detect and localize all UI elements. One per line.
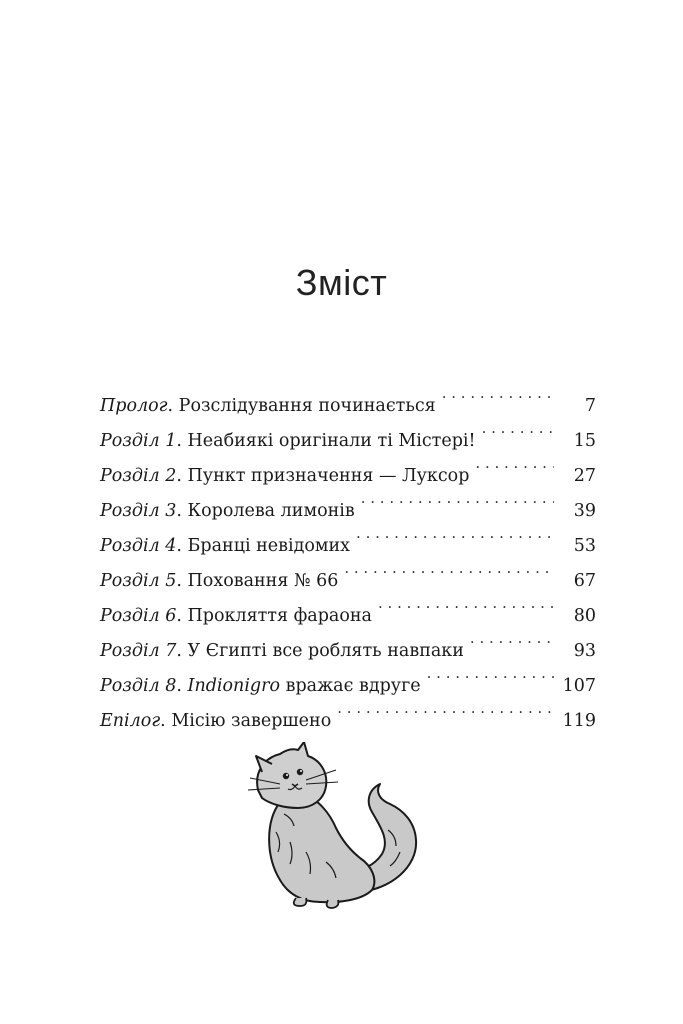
toc-leader-dots — [470, 621, 554, 656]
toc-entry-prefix: Розділ 8 — [100, 676, 177, 696]
toc-leader-dots — [361, 481, 554, 516]
toc-entry-prefix: Пролог — [100, 396, 168, 416]
toc-entry-page: 27 — [573, 466, 596, 486]
toc-entry-title: У Єгипті все роблять навпаки — [187, 641, 464, 661]
toc-entry-title: Королева лимонів — [187, 501, 355, 521]
toc-entry-label: Розділ 1. Неабиякі оригінали ті Містері! — [100, 431, 476, 451]
page-title: Зміст — [295, 262, 388, 303]
toc-entry-title: Бранці невідомих — [187, 536, 351, 556]
toc-entry-label: Розділ 7. У Єгипті все роблять навпаки — [100, 641, 464, 661]
toc-entry-title: Прокляття фараона — [187, 606, 372, 626]
toc-entry-prefix: Епілог — [100, 711, 161, 731]
table-of-contents — [100, 376, 596, 731]
toc-leader-dots — [356, 516, 554, 551]
toc-leader-dots — [427, 656, 554, 691]
toc-entry-label: Епілог. Місію завершено — [100, 711, 332, 731]
toc-leader-dots — [344, 551, 554, 586]
toc-entry-prefix: Розділ 7 — [100, 641, 177, 661]
toc-leader-dots — [337, 691, 554, 726]
toc-entry-title: Місію завершено — [171, 711, 332, 731]
toc-entry-page: 107 — [562, 676, 596, 696]
toc-entry-label: Розділ 4. Бранці невідомих — [100, 536, 351, 556]
toc-entry-prefix: Розділ 2 — [100, 466, 177, 486]
toc-leader-dots — [482, 411, 554, 446]
toc-entry-title: вражає вдруге — [280, 676, 421, 696]
toc-entry-prefix: Розділ 4 — [100, 536, 177, 556]
toc-entry-page: 93 — [573, 641, 596, 661]
toc-entry-label: Розділ 5. Поховання № 66 — [100, 571, 339, 591]
toc-entry-prefix: Розділ 6 — [100, 606, 177, 626]
toc-entry-page: 53 — [573, 536, 596, 556]
toc-entry-page: 119 — [562, 711, 596, 731]
toc-entry-label: Розділ 6. Прокляття фараона — [100, 606, 372, 626]
toc-entry-page: 80 — [573, 606, 596, 626]
toc-entry-prefix: Розділ 1 — [100, 431, 177, 451]
toc-entry-title: Неабиякі оригінали ті Містері! — [187, 431, 476, 451]
toc-entry-page: 67 — [573, 571, 596, 591]
toc-leader-dots — [442, 376, 554, 411]
toc-leader-dots — [475, 446, 554, 481]
toc-entry-title-italic: Indionigro — [187, 676, 281, 696]
toc-entry — [100, 376, 596, 416]
toc-entry-title: Розслідування починається — [178, 396, 436, 416]
toc-entry-page: 15 — [573, 431, 596, 451]
toc-entry-title: Поховання № 66 — [187, 571, 339, 591]
toc-entry-label: Розділ 8. Indionigro вражає вдруге — [100, 676, 421, 696]
toc-entry-label: Розділ 3. Королева лимонів — [100, 501, 355, 521]
toc-entry-prefix: Розділ 3 — [100, 501, 177, 521]
toc-entry-page: 39 — [573, 501, 596, 521]
toc-leader-dots — [378, 586, 554, 621]
toc-entry-page: 7 — [584, 396, 596, 416]
fluffy-cat-illustration — [240, 742, 430, 910]
toc-entry-label: Пролог. Розслідування починається — [100, 396, 436, 416]
toc-entry-title: Пункт призначення — Луксор — [187, 466, 470, 486]
toc-entry-label: Розділ 2. Пункт призначення — Луксор — [100, 466, 470, 486]
toc-entry-prefix: Розділ 5 — [100, 571, 177, 591]
